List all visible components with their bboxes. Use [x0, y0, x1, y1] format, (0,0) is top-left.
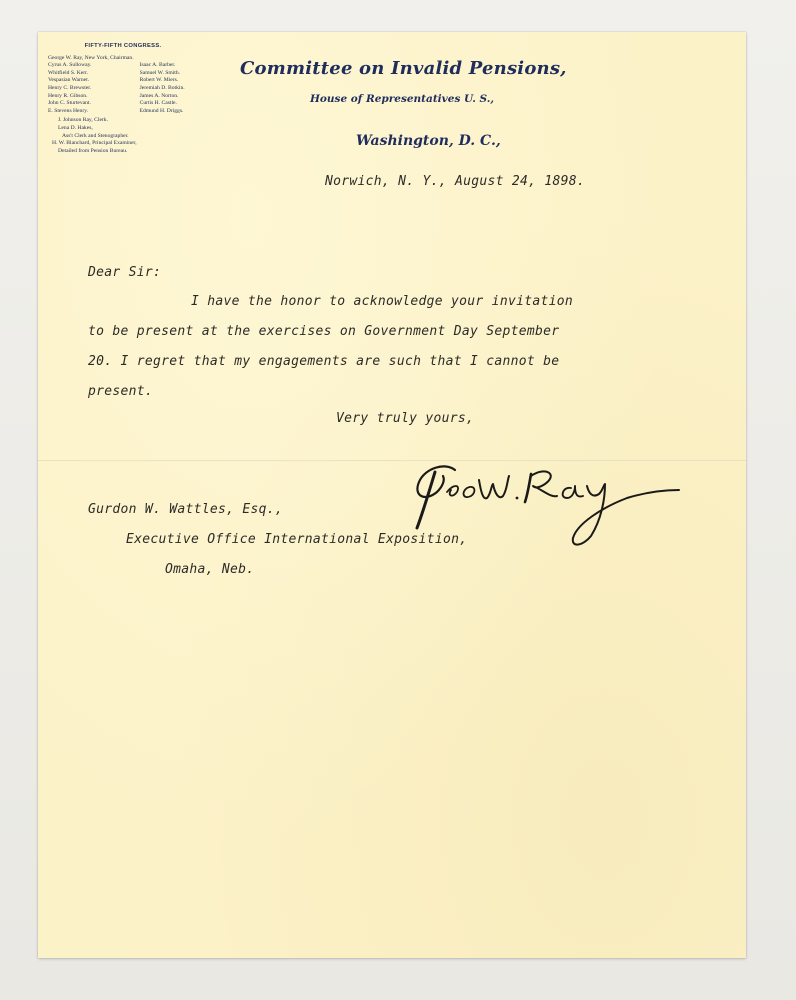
committee-member-list — [48, 43, 198, 155]
letter-closing: Very truly yours, — [336, 411, 475, 426]
member-column-right — [140, 55, 185, 116]
member-name: Whitfield S. Kerr. — [48, 69, 89, 76]
recipient-city: Omaha, Neb. — [165, 562, 255, 577]
letterhead-title: Committee on Invalid Pensions, — [240, 58, 567, 79]
congress-heading: FIFTY-FIFTH CONGRESS. — [84, 43, 162, 49]
member-name: Henry R. Gibson. — [48, 92, 88, 99]
member-columns — [48, 55, 198, 116]
member-name: Cyrus A. Sulloway. — [48, 62, 92, 69]
letter-salutation: Dear Sir: — [88, 265, 162, 280]
member-name: James A. Norton. — [139, 92, 179, 99]
letterhead-city: Washington, D. C., — [356, 133, 501, 149]
staff-line: J. Johnson Ray, Clerk. — [58, 117, 108, 124]
member-name: Isaac A. Barber. — [139, 62, 176, 69]
member-name: Vespasian Warner. — [48, 77, 90, 84]
member-name: Henry C. Brewster. — [48, 84, 92, 91]
letter-body-line: to be present at the exercises on Government Day September — [88, 324, 560, 339]
staff-line: Lena D. Hakes, — [58, 124, 93, 131]
member-column-left — [48, 55, 134, 116]
member-name: E. Stevens Henry. — [48, 107, 89, 114]
staff-line: Detailed from Pension Bureau. — [58, 147, 128, 154]
staff-line: Ass't Clerk and Stenographer. — [62, 132, 129, 139]
recipient-name: Gurdon W. Wattles, Esq., — [88, 502, 284, 517]
staff-line: H. W. Blanchard, Principal Examiner, — [52, 140, 137, 147]
member-name: John C. Sturtevant. — [48, 100, 91, 107]
letterhead-house: House of Representatives U. S., — [310, 93, 495, 105]
member-name: Samuel W. Smith. — [139, 69, 181, 76]
letter-body-line: I have the honor to acknowledge your invitation — [191, 294, 573, 309]
member-name: Robert W. Miers. — [139, 77, 179, 84]
member-name: Curtis H. Castle. — [139, 100, 177, 107]
letter-body-line: present. — [88, 384, 154, 399]
committee-staff-list — [48, 117, 198, 155]
letter-dateline: Norwich, N. Y., August 24, 1898. — [325, 174, 586, 189]
member-name: George W. Ray, New York, Chairman. — [48, 54, 134, 61]
letter-body-line: 20. I regret that my engagements are such that I cannot be — [88, 354, 560, 369]
member-name: Edmund H. Driggs. — [139, 107, 184, 114]
recipient-office: Executive Office International Exposition, — [126, 532, 468, 547]
member-name: Jeremiah D. Botkin. — [139, 84, 185, 91]
